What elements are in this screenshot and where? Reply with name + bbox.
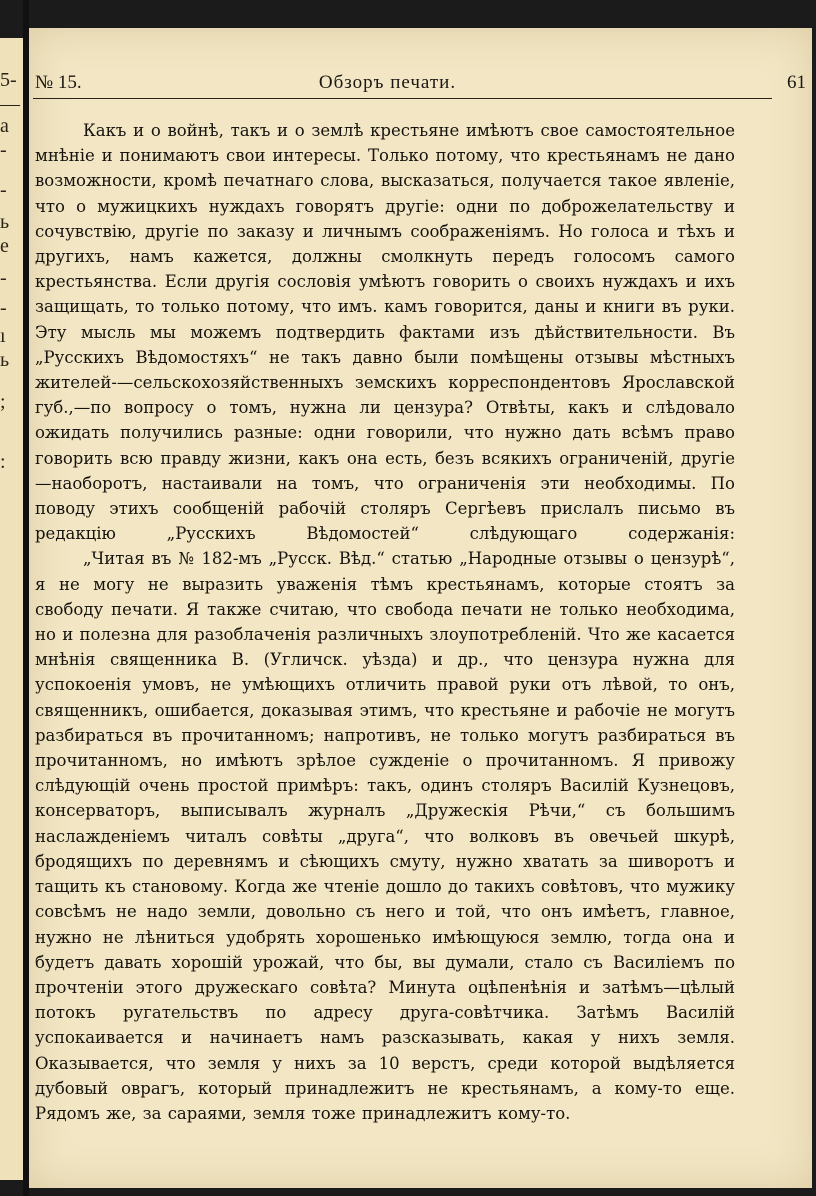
- article-body: [35, 118, 735, 1126]
- header-rule: [33, 98, 772, 99]
- fringe-char: e: [0, 235, 9, 257]
- fringe-char: a: [0, 115, 9, 137]
- fringe-char: -: [0, 139, 7, 161]
- fringe-char: :: [0, 451, 6, 473]
- fringe-char: -: [0, 297, 7, 319]
- page: [29, 28, 812, 1188]
- issue-number: № 15.: [35, 72, 82, 93]
- fringe-char: ь: [0, 349, 10, 371]
- fringe-char: -: [0, 267, 7, 289]
- fringe-char: ь: [0, 211, 10, 233]
- previous-page-edge: [0, 38, 23, 1180]
- running-header: [33, 72, 806, 100]
- section-title: Обзоръ печати.: [318, 72, 457, 93]
- fringe-char: -: [0, 179, 7, 201]
- paragraph: Какъ и о войнѣ, такъ и о землѣ крестьяне имѣютъ свое самостоятельное мнѣніе и понимаютъ свои интересы. Только потому, что крестьянамъ не дано возможности, кромѣ печатнаго слова, высказаться, получается такое явленіе, что о мужицкихъ нуждахъ говорятъ другіе: одни по доброжелательству и сочувствію, другіе по заказу и личнымъ соображеніямъ. Но голоса и тѣхъ и другихъ, намъ кажется, должны смолкнуть передъ голосомъ самого крестьянства. Если другія сословія умѣютъ говорить о своихъ нуждахъ и ихъ защищать, то только потому, что имъ. камъ говорится, даны и книги въ руки. Эту мысль мы можемъ подтвердить фактами изъ дѣйствительности. Въ „Русскихъ Вѣдомостяхъ“ не такъ давно были помѣщены отзывы мѣстныхъ жителей-—сельскохозяйственныхъ земскихъ корреспондентовъ Ярославской губ.,—по вопросу о томъ, нужна ли цензура? Отвѣты, какъ и слѣдовало ожидать получились разные: одни говорили, что нужно дать всѣмъ право говорить всю правду жизни, какъ она есть, безъ всякихъ ограниченій, другіе—наоборотъ, настаивали на томъ, что ограниченія эти необходимы. По поводу этихъ сообщеній рабочій столяръ Сергѣевъ прислалъ письмо въ редакцію „Русскихъ Вѣдомостей“ слѣдующаго содержанія:: [35, 121, 735, 544]
- paragraph: „Читая въ № 182-мъ „Русск. Вѣд.“ статью „Народные отзывы о цензурѣ“, я не могу не выразить уваженія тѣмъ крестьянамъ, которые стоятъ за свободу печати. Я также считаю, что свобода печати не только необходима, но и полезна для разоблаченія различныхъ злоупотребленій. Что же касается мнѣнія священника В. (Угличск. уѣзда) и др., что цензура нужна для успокоенія умовъ, не умѣющихъ отличить правой руки отъ лѣвой, то онъ, священникъ, ошибается, доказывая этимъ, что крестьяне и рабочіе не могутъ разбираться въ прочитанномъ; напротивъ, не только могутъ разбираться въ прочитанномъ, но имѣютъ зрѣлое сужденіе о прочитанномъ. Я привожу слѣдующій очень простой примѣръ: такъ, одинъ столяръ Василій Кузнецовъ, консерваторъ, выписывалъ журналъ „Дружескія Рѣчи,“ съ большимъ наслажденіемъ читалъ совѣты „друга“, что волковъ въ овечьей шкурѣ, бродящихъ по деревнямъ и сѣющихъ смуту, нужно хватать за шиворотъ и тащить къ становому. Когда же чтеніе дошло до такихъ совѣтовъ, что мужику совсѣмъ не надо земли, довольно съ него и той, что онъ имѣетъ, главное, нужно не лѣниться удобрять хорошенько имѣющуюся землю, тогда она и будетъ давать хорошій урожай, что бы, вы думали, стало съ Василіемъ по прочтеніи этого дружескаго совѣта? Минута оцѣпенѣнія и затѣмъ—цѣлый потокъ ругательствъ по адресу друга-совѣтчика. Затѣмъ Василій успокаивается и начинаетъ намъ разсказывать, какая у нихъ земля. Оказывается, что земля у нихъ за 10 верстъ, среди которой выдѣляется дубовый оврагъ, который принадлежитъ не крестьянамъ, а кому-то еще. Рядомъ же, за сараями, земля тоже принадлежитъ кому-то.: [35, 549, 735, 1123]
- fringe-char: ı: [0, 325, 6, 347]
- page-number: 61: [787, 72, 806, 93]
- fringe-char: 5-: [0, 69, 17, 91]
- fringe-char: ;: [0, 391, 6, 413]
- fringe-char: —: [0, 93, 20, 115]
